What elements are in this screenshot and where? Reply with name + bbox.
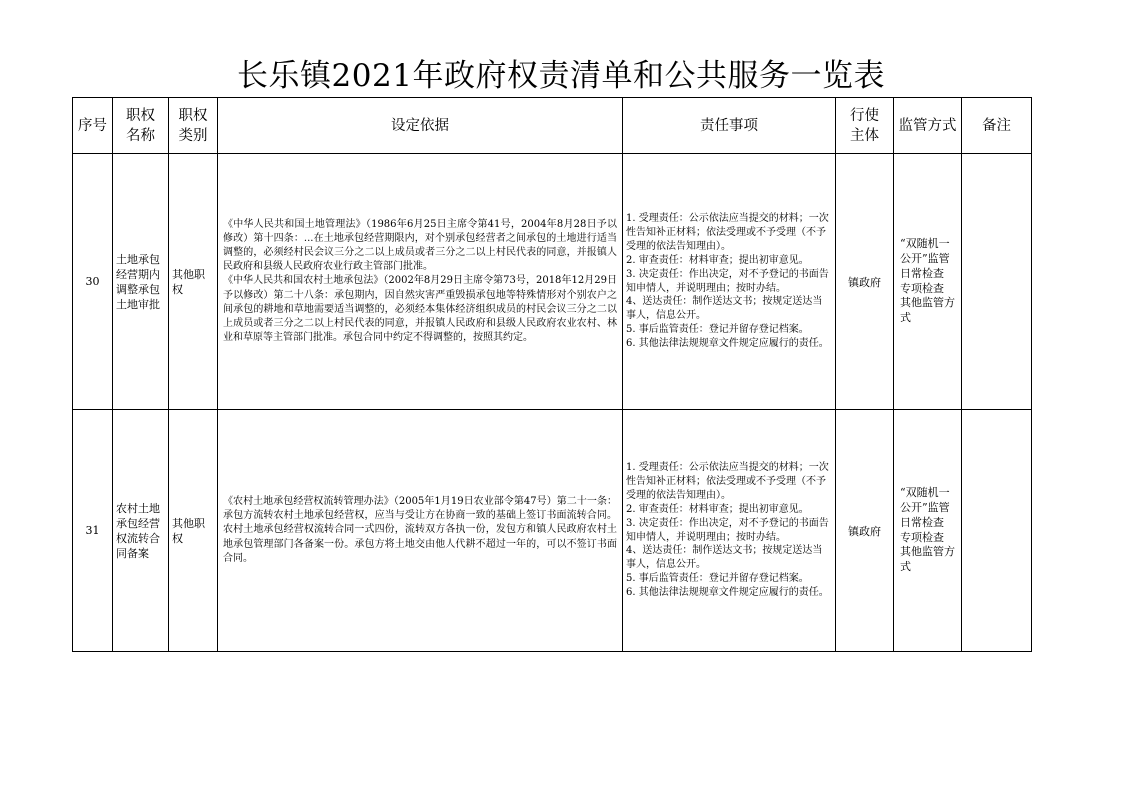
responsibility-item: 2. 审查责任：材料审查；提出初审意见。 [626,503,809,515]
row-power-name: 土地承包经营期内调整承包土地审批 [113,154,169,410]
responsibility-item: 6. 其他法律法规规章文件规定应履行的责任。 [626,338,829,350]
row-legal-basis [218,154,623,410]
basis-paragraph: 《中华人民共和国土地管理法》（1986年6月25日主席令第41号，2004年8月28日予以修改）第十四条：...在土地承包经营期限内，对个别承包经营者之间承包的土地进行适当调整的，必须经村民会议三分之二以上成员或者三分之二以上村民代表的同意，并报镇人民政府和县级人民政府农业行政主管部门批准。 [223,218,617,273]
basis-paragraph: 《农村土地承包经营权流转管理办法》（2005年1月19日农业部令第47号）第二十一条：承包方流转农村土地承包经营权，应当与受让方在协商一致的基础上签订书面流转合同。农村土地承包经营权流转合同一式四份，流转双方各执一份，发包方和镇人民政府农村土地承包管理部门各备案一份。承包方将土地交由他人代耕不超过一年的，可以不签订书面合同。 [223,495,617,564]
responsibility-item: 4、送达责任：制作送达文书；按规定送达当事人，信息公开。 [626,545,823,571]
row-supervision-methods [894,410,962,652]
supervision-item: 其他监管方式 [900,296,955,325]
responsibility-item: 2. 审查责任：材料审查；提出初审意见。 [626,254,809,266]
row-executing-subject: 镇政府 [836,154,894,410]
table-row [73,154,1032,410]
power-list-table [72,97,1032,652]
header-category [169,98,218,154]
table-header-row [73,98,1032,154]
header-subject-text: 行使主体 [850,107,879,144]
responsibility-item: 1. 受理责任：公示依法应当提交的材料；一次性告知补正材料；依法受理或不予受理（不予受理的依法告知理由）。 [626,461,829,501]
supervision-item: 日常检查 [900,266,944,280]
row-remark [962,154,1032,410]
supervision-item: 其他监管方式 [900,545,955,574]
row-legal-basis [218,410,623,652]
responsibility-item: 5. 事后监管责任：登记并留存登记档案。 [626,324,809,336]
header-responsibility: 责任事项 [623,98,836,154]
row-power-name: 农村土地承包经营权流转合同备案 [113,410,169,652]
responsibility-item: 6. 其他法律法规规章文件规定应履行的责任。 [626,587,829,599]
basis-paragraph: 《中华人民共和国农村土地承包法》（2002年8月29日主席令第73号，2018年12月29日予以修改）第二十八条：承包期内，因自然灾害严重毁损承包地等特殊情形对个别农户之间承包的耕地和草地需要适当调整的，必须经本集体经济组织成员的村民会议三分之二以上成员或者三分之二以上村民代表的同意，并报镇人民政府和县级人民政府农业农村、林业和草原等主管部门批准。承包合同中约定不得调整的，按照其约定。 [223,275,617,344]
header-name-text: 职权名称 [126,107,155,144]
responsibility-item: 1. 受理责任：公示依法应当提交的材料；一次性告知补正材料；依法受理或不予受理（不予受理的依法告知理由）。 [626,212,829,252]
header-name [113,98,169,154]
supervision-item: 专项检查 [900,530,944,544]
responsibility-item: 3. 决定责任：作出决定，对不予登记的书面告知申情人，并说明理由；按时办结。 [626,268,829,294]
responsibility-item: 5. 事后监管责任：登记并留存登记档案。 [626,573,809,585]
row-seq: 31 [73,410,113,652]
header-basis: 设定依据 [218,98,623,154]
row-seq: 30 [73,154,113,410]
row-responsibilities [623,154,836,410]
row-power-category: 其他职权 [169,154,218,410]
row-supervision-methods [894,154,962,410]
supervision-item: “双随机一公开”监管 [900,237,950,265]
header-subject [836,98,894,154]
responsibility-item: 3. 决定责任：作出决定，对不予登记的书面告知申情人，并说明理由；按时办结。 [626,517,829,543]
header-category-text: 职权类别 [178,107,208,144]
header-remark: 备注 [962,98,1032,154]
header-seq: 序号 [73,98,113,154]
supervision-item: 专项检查 [900,281,944,295]
responsibility-item: 4、送达责任：制作送达文书；按规定送达当事人，信息公开。 [626,296,823,322]
row-executing-subject: 镇政府 [836,410,894,652]
table-row [73,410,1032,652]
header-supervision: 监管方式 [894,98,962,154]
row-responsibilities [623,410,836,652]
document-title: 长乐镇2021年政府权责清单和公共服务一览表 [237,58,885,94]
row-remark [962,410,1032,652]
supervision-item: 日常检查 [900,515,944,529]
row-power-category: 其他职权 [169,410,218,652]
supervision-item: “双随机一公开”监管 [900,486,950,514]
